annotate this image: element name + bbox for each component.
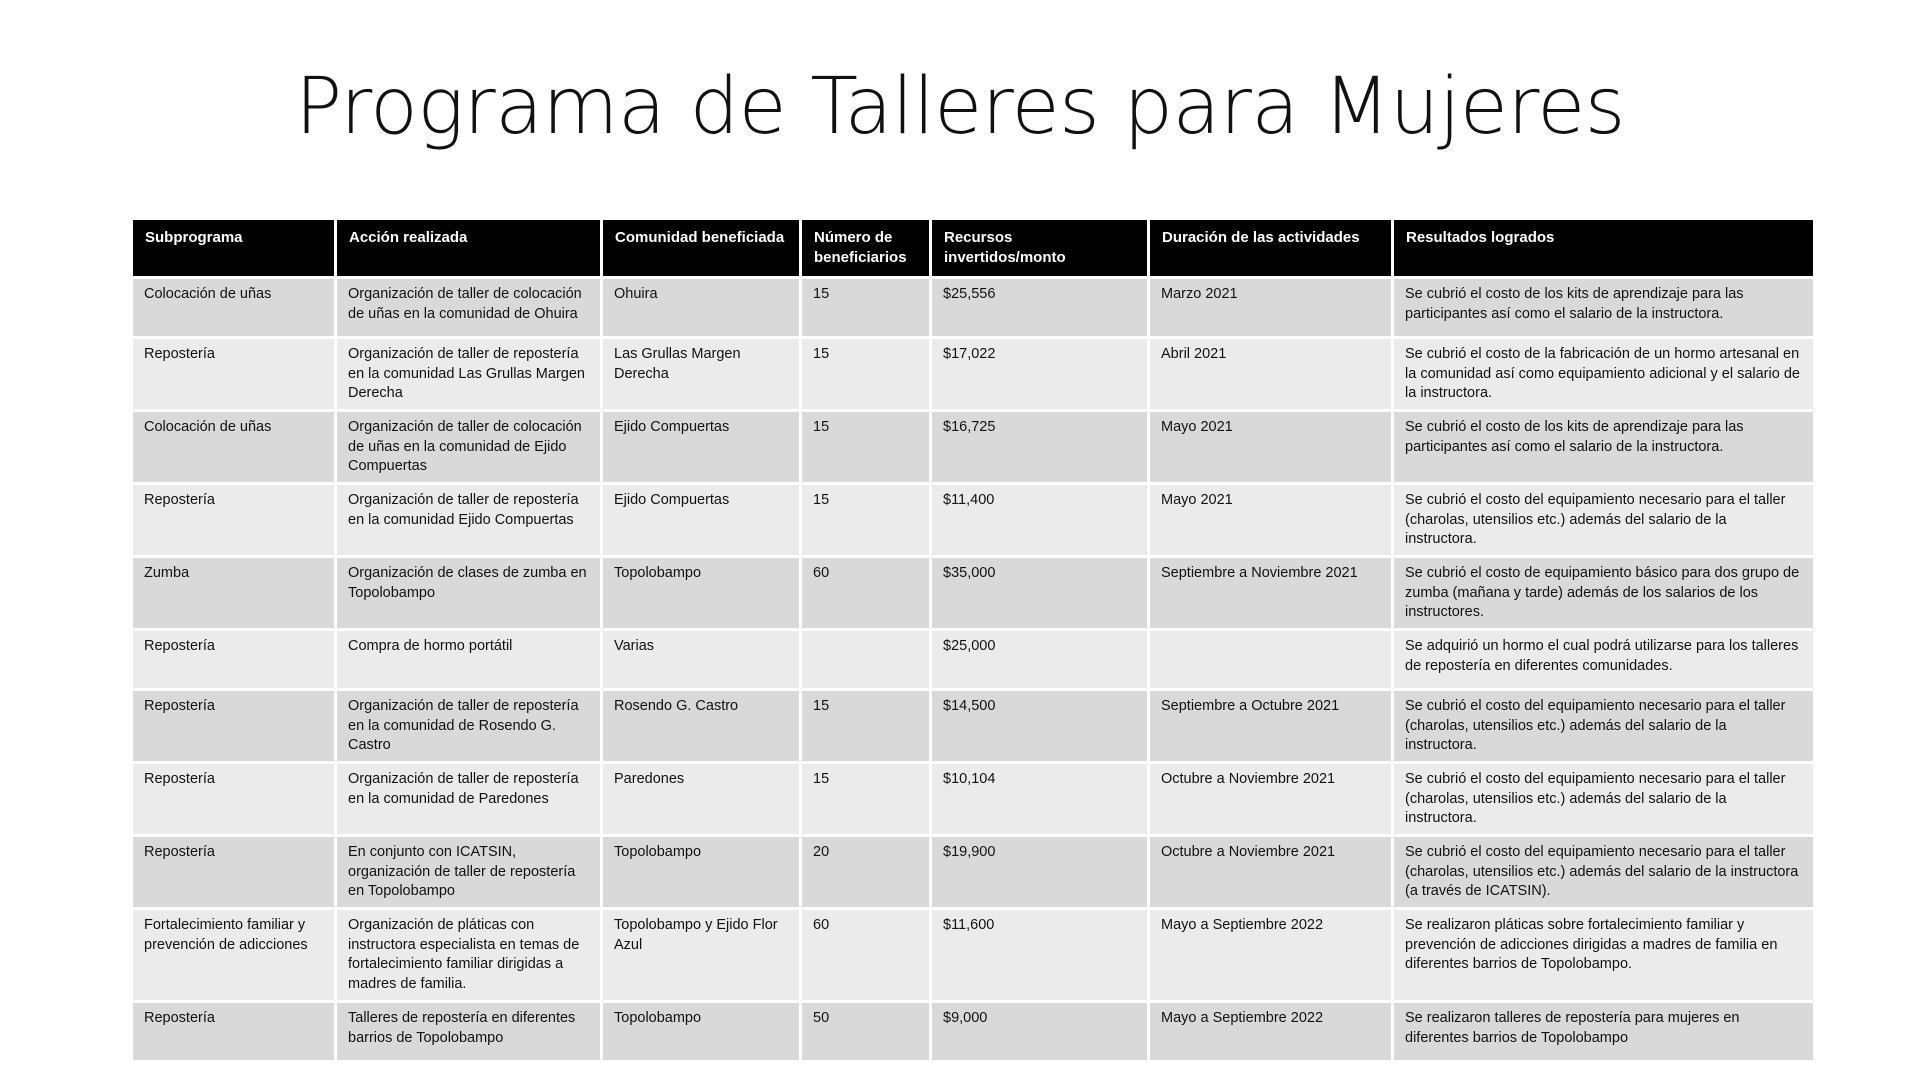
table-row: [133, 339, 1813, 409]
subprograma-cell: Repostería: [133, 485, 334, 555]
beneficiarios-cell: 60: [802, 558, 929, 628]
monto-cell: $17,022: [932, 339, 1147, 409]
comunidad-cell: Ejido Compuertas: [603, 485, 799, 555]
duracion-cell: [1150, 631, 1391, 688]
comunidad-cell: Topolobampo: [603, 837, 799, 907]
subprograma-cell: Repostería: [133, 837, 334, 907]
monto-cell: $10,104: [932, 764, 1147, 834]
beneficiarios-cell: 20: [802, 837, 929, 907]
subprograma-cell: Repostería: [133, 1003, 334, 1060]
resultados-cell: Se cubrió el costo del equipamiento necesario para el taller (charolas, utensilios etc.) además del salario de la instructora.: [1394, 485, 1813, 555]
duracion-cell: Mayo 2021: [1150, 485, 1391, 555]
accion-cell: Organización de taller de repostería en la comunidad de Paredones: [337, 764, 600, 834]
resultados-cell: Se cubrió el costo de equipamiento básico para dos grupo de zumba (mañana y tarde) además de los salarios de los instructores.: [1394, 558, 1813, 628]
duracion-cell: Marzo 2021: [1150, 279, 1391, 336]
monto-cell: $9,000: [932, 1003, 1147, 1060]
table-row: [133, 412, 1813, 482]
duracion-cell: Septiembre a Noviembre 2021: [1150, 558, 1391, 628]
subprograma-cell: Repostería: [133, 764, 334, 834]
table-row: [133, 837, 1813, 907]
subprograma-cell: Repostería: [133, 691, 334, 761]
monto-cell: $25,000: [932, 631, 1147, 688]
table-row: [133, 910, 1813, 1000]
resultados-cell: Se cubrió el costo de los kits de aprendizaje para las participantes así como el salario de la instructora.: [1394, 412, 1813, 482]
table-row: [133, 485, 1813, 555]
comunidad-cell: Topolobampo y Ejido Flor Azul: [603, 910, 799, 1000]
resultados-cell: Se cubrió el costo del equipamiento necesario para el taller (charolas, utensilios etc.) además del salario de la instructora (a través de ICATSIN).: [1394, 837, 1813, 907]
header-resultados-logrados: Resultados logrados: [1394, 220, 1813, 276]
subprograma-cell: Repostería: [133, 339, 334, 409]
subprograma-cell: Colocación de uñas: [133, 412, 334, 482]
resultados-cell: Se adquirió un hormo el cual podrá utilizarse para los talleres de repostería en diferentes comunidades.: [1394, 631, 1813, 688]
subprograma-cell: Fortalecimiento familiar y prevención de adicciones: [133, 910, 334, 1000]
header-duracion-actividades: Duración de las actividades: [1150, 220, 1391, 276]
accion-cell: Talleres de repostería en diferentes barrios de Topolobampo: [337, 1003, 600, 1060]
table-row: [133, 279, 1813, 336]
accion-cell: Organización de pláticas con instructora especialista en temas de fortalecimiento familiar dirigidas a madres de familia.: [337, 910, 600, 1000]
accion-cell: Organización de taller de repostería en la comunidad Ejido Compuertas: [337, 485, 600, 555]
monto-cell: $35,000: [932, 558, 1147, 628]
resultados-cell: Se cubrió el costo del equipamiento necesario para el taller (charolas, utensilios etc.) además del salario de la instructora.: [1394, 764, 1813, 834]
accion-cell: Compra de hormo portátil: [337, 631, 600, 688]
workshops-table: [130, 217, 1816, 1063]
header-comunidad-beneficiada: Comunidad beneficiada: [603, 220, 799, 276]
table-row: [133, 691, 1813, 761]
table-header-row: [133, 220, 1813, 276]
monto-cell: $14,500: [932, 691, 1147, 761]
table-row: [133, 1003, 1813, 1060]
duracion-cell: Mayo 2021: [1150, 412, 1391, 482]
beneficiarios-cell: 50: [802, 1003, 929, 1060]
monto-cell: $11,600: [932, 910, 1147, 1000]
duracion-cell: Mayo a Septiembre 2022: [1150, 910, 1391, 1000]
header-numero-beneficiarios: Número de beneficiarios: [802, 220, 929, 276]
duracion-cell: Octubre a Noviembre 2021: [1150, 837, 1391, 907]
monto-cell: $25,556: [932, 279, 1147, 336]
comunidad-cell: Paredones: [603, 764, 799, 834]
accion-cell: Organización de clases de zumba en Topolobampo: [337, 558, 600, 628]
header-subprograma: Subprograma: [133, 220, 334, 276]
beneficiarios-cell: 15: [802, 691, 929, 761]
resultados-cell: Se cubrió el costo de los kits de aprendizaje para las participantes así como el salario de la instructora.: [1394, 279, 1813, 336]
duracion-cell: Octubre a Noviembre 2021: [1150, 764, 1391, 834]
header-recursos-invertidos: Recursos invertidos/monto: [932, 220, 1147, 276]
comunidad-cell: Topolobampo: [603, 1003, 799, 1060]
beneficiarios-cell: 15: [802, 339, 929, 409]
accion-cell: Organización de taller de colocación de uñas en la comunidad de Ejido Compuertas: [337, 412, 600, 482]
monto-cell: $11,400: [932, 485, 1147, 555]
table-row: [133, 558, 1813, 628]
duracion-cell: Septiembre a Octubre 2021: [1150, 691, 1391, 761]
comunidad-cell: Las Grullas Margen Derecha: [603, 339, 799, 409]
comunidad-cell: Topolobampo: [603, 558, 799, 628]
beneficiarios-cell: 15: [802, 764, 929, 834]
monto-cell: $16,725: [932, 412, 1147, 482]
duracion-cell: Abril 2021: [1150, 339, 1391, 409]
comunidad-cell: Rosendo G. Castro: [603, 691, 799, 761]
monto-cell: $19,900: [932, 837, 1147, 907]
comunidad-cell: Ohuira: [603, 279, 799, 336]
resultados-cell: Se realizaron pláticas sobre fortalecimiento familiar y prevención de adicciones dirigidas a madres de familia en diferentes barrios de Topolobampo.: [1394, 910, 1813, 1000]
accion-cell: En conjunto con ICATSIN, organización de taller de repostería en Topolobampo: [337, 837, 600, 907]
comunidad-cell: Ejido Compuertas: [603, 412, 799, 482]
beneficiarios-cell: 15: [802, 279, 929, 336]
beneficiarios-cell: 15: [802, 412, 929, 482]
table-row: [133, 764, 1813, 834]
accion-cell: Organización de taller de colocación de uñas en la comunidad de Ohuira: [337, 279, 600, 336]
beneficiarios-cell: 60: [802, 910, 929, 1000]
subprograma-cell: Colocación de uñas: [133, 279, 334, 336]
subprograma-cell: Repostería: [133, 631, 334, 688]
beneficiarios-cell: 15: [802, 485, 929, 555]
resultados-cell: Se cubrió el costo de la fabricación de un hormo artesanal en la comunidad así como equipamiento adicional y el salario de la instructora.: [1394, 339, 1813, 409]
subprograma-cell: Zumba: [133, 558, 334, 628]
duracion-cell: Mayo a Septiembre 2022: [1150, 1003, 1391, 1060]
accion-cell: Organización de taller de repostería en la comunidad Las Grullas Margen Derecha: [337, 339, 600, 409]
resultados-cell: Se cubrió el costo del equipamiento necesario para el taller (charolas, utensilios etc.) además del salario de la instructora.: [1394, 691, 1813, 761]
beneficiarios-cell: [802, 631, 929, 688]
resultados-cell: Se realizaron talleres de repostería para mujeres en diferentes barrios de Topolobampo: [1394, 1003, 1813, 1060]
comunidad-cell: Varias: [603, 631, 799, 688]
slide-title: Programa de Talleres para Mujeres: [295, 62, 1625, 152]
header-accion-realizada: Acción realizada: [337, 220, 600, 276]
accion-cell: Organización de taller de repostería en la comunidad de Rosendo G. Castro: [337, 691, 600, 761]
table-row: [133, 631, 1813, 688]
